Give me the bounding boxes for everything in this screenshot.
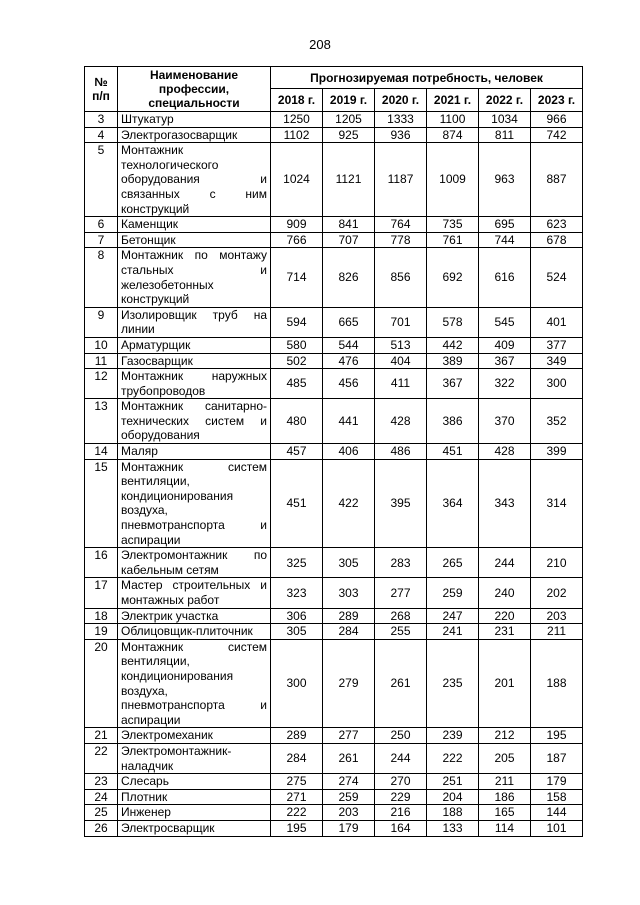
table-row	[85, 743, 583, 773]
demand-value: 714	[271, 248, 323, 307]
demand-value: 1024	[271, 143, 323, 217]
demand-value: 399	[531, 444, 583, 460]
profession-name: Слесарь	[118, 774, 271, 790]
demand-value: 202	[531, 578, 583, 608]
demand-value: 428	[479, 444, 531, 460]
row-number: 19	[85, 624, 118, 640]
demand-value: 841	[323, 217, 375, 233]
demand-value: 322	[479, 369, 531, 399]
row-number: 8	[85, 248, 118, 307]
demand-value: 502	[271, 353, 323, 369]
demand-value: 164	[375, 820, 427, 836]
header-number: № п/п	[85, 67, 118, 112]
demand-value: 195	[271, 820, 323, 836]
demand-table	[84, 66, 583, 837]
demand-value: 305	[323, 548, 375, 578]
demand-value: 545	[479, 307, 531, 337]
demand-value: 187	[531, 743, 583, 773]
table-row	[85, 127, 583, 143]
table-row	[85, 459, 583, 548]
row-number: 6	[85, 217, 118, 233]
demand-value: 936	[375, 127, 427, 143]
demand-value: 695	[479, 217, 531, 233]
demand-value: 451	[427, 444, 479, 460]
demand-value: 239	[427, 728, 479, 744]
demand-value: 744	[479, 232, 531, 248]
demand-value: 811	[479, 127, 531, 143]
demand-value: 133	[427, 820, 479, 836]
header-year: 2020 г.	[375, 89, 427, 112]
table-row	[85, 399, 583, 444]
demand-value: 259	[427, 578, 479, 608]
row-number: 22	[85, 743, 118, 773]
table-row	[85, 624, 583, 640]
demand-value: 235	[427, 639, 479, 728]
demand-value: 401	[531, 307, 583, 337]
header-year: 2023 г.	[531, 89, 583, 112]
row-number: 7	[85, 232, 118, 248]
demand-value: 623	[531, 217, 583, 233]
demand-value: 665	[323, 307, 375, 337]
profession-name: Изолировщик труб на линии	[118, 307, 271, 337]
demand-value: 707	[323, 232, 375, 248]
demand-value: 761	[427, 232, 479, 248]
demand-value: 395	[375, 459, 427, 548]
demand-value: 205	[479, 743, 531, 773]
demand-value: 457	[271, 444, 323, 460]
profession-name: Бетонщик	[118, 232, 271, 248]
demand-value: 188	[427, 805, 479, 821]
demand-value: 349	[531, 353, 583, 369]
demand-value: 428	[375, 399, 427, 444]
demand-value: 778	[375, 232, 427, 248]
profession-name: Плотник	[118, 789, 271, 805]
demand-value: 692	[427, 248, 479, 307]
row-number: 21	[85, 728, 118, 744]
demand-value: 158	[531, 789, 583, 805]
profession-name: Каменщик	[118, 217, 271, 233]
table-body	[85, 112, 583, 837]
demand-value: 352	[531, 399, 583, 444]
row-number: 11	[85, 353, 118, 369]
demand-value: 244	[479, 548, 531, 578]
demand-value: 367	[479, 353, 531, 369]
row-number: 18	[85, 608, 118, 624]
row-number: 10	[85, 337, 118, 353]
row-number: 26	[85, 820, 118, 836]
demand-value: 255	[375, 624, 427, 640]
demand-value: 179	[323, 820, 375, 836]
demand-value: 616	[479, 248, 531, 307]
demand-value: 963	[479, 143, 531, 217]
demand-value: 244	[375, 743, 427, 773]
demand-value: 271	[271, 789, 323, 805]
row-number: 4	[85, 127, 118, 143]
demand-value: 1121	[323, 143, 375, 217]
demand-value: 229	[375, 789, 427, 805]
demand-value: 1034	[479, 112, 531, 128]
demand-value: 277	[375, 578, 427, 608]
row-number: 15	[85, 459, 118, 548]
demand-value: 284	[323, 624, 375, 640]
page-number: 208	[309, 37, 331, 52]
demand-value: 259	[323, 789, 375, 805]
row-number: 5	[85, 143, 118, 217]
demand-value: 701	[375, 307, 427, 337]
profession-name: Электромонтажник-наладчик	[118, 743, 271, 773]
table-row	[85, 789, 583, 805]
row-number: 20	[85, 639, 118, 728]
row-number: 14	[85, 444, 118, 460]
demand-value: 451	[271, 459, 323, 548]
table-row	[85, 217, 583, 233]
demand-value: 826	[323, 248, 375, 307]
profession-name: Монтажник технологического оборудования и связанных с ним конструкций	[118, 143, 271, 217]
demand-value: 216	[375, 805, 427, 821]
row-number: 16	[85, 548, 118, 578]
table-row	[85, 820, 583, 836]
table-row	[85, 639, 583, 728]
demand-value: 251	[427, 774, 479, 790]
row-number: 9	[85, 307, 118, 337]
table-row	[85, 143, 583, 217]
row-number: 25	[85, 805, 118, 821]
demand-value: 300	[271, 639, 323, 728]
demand-value: 909	[271, 217, 323, 233]
demand-value: 240	[479, 578, 531, 608]
demand-value: 386	[427, 399, 479, 444]
table-row	[85, 307, 583, 337]
demand-value: 404	[375, 353, 427, 369]
demand-value: 966	[531, 112, 583, 128]
demand-value: 201	[479, 639, 531, 728]
demand-value: 764	[375, 217, 427, 233]
demand-value: 513	[375, 337, 427, 353]
demand-value: 179	[531, 774, 583, 790]
table-row	[85, 728, 583, 744]
demand-value: 578	[427, 307, 479, 337]
demand-value: 261	[375, 639, 427, 728]
table-row	[85, 805, 583, 821]
demand-value: 222	[271, 805, 323, 821]
demand-value: 678	[531, 232, 583, 248]
profession-name: Монтажник по монтажу стальных и железобетонных конструкций	[118, 248, 271, 307]
demand-value: 268	[375, 608, 427, 624]
demand-value: 323	[271, 578, 323, 608]
demand-value: 241	[427, 624, 479, 640]
demand-value: 1250	[271, 112, 323, 128]
profession-name: Маляр	[118, 444, 271, 460]
demand-value: 250	[375, 728, 427, 744]
demand-value: 1187	[375, 143, 427, 217]
demand-value: 480	[271, 399, 323, 444]
demand-value: 231	[479, 624, 531, 640]
demand-value: 1009	[427, 143, 479, 217]
demand-value: 1102	[271, 127, 323, 143]
profession-name: Электромонтажник по кабельным сетям	[118, 548, 271, 578]
profession-name: Монтажник систем вентиляции, кондиционирования воздуха, пневмотранспорта и аспирации	[118, 459, 271, 548]
table-row	[85, 232, 583, 248]
demand-value: 742	[531, 127, 583, 143]
demand-value: 476	[323, 353, 375, 369]
profession-name: Мастер строительных и монтажных работ	[118, 578, 271, 608]
demand-value: 442	[427, 337, 479, 353]
demand-value: 1100	[427, 112, 479, 128]
demand-value: 485	[271, 369, 323, 399]
table-row	[85, 608, 583, 624]
demand-value: 277	[323, 728, 375, 744]
demand-value: 1333	[375, 112, 427, 128]
demand-value: 220	[479, 608, 531, 624]
demand-value: 367	[427, 369, 479, 399]
demand-value: 389	[427, 353, 479, 369]
table-row	[85, 248, 583, 307]
row-number: 24	[85, 789, 118, 805]
profession-name: Электромеханик	[118, 728, 271, 744]
demand-value: 314	[531, 459, 583, 548]
demand-value: 261	[323, 743, 375, 773]
header-year: 2018 г.	[271, 89, 323, 112]
row-number: 17	[85, 578, 118, 608]
row-number: 3	[85, 112, 118, 128]
row-number: 12	[85, 369, 118, 399]
table-row	[85, 444, 583, 460]
profession-name: Электрогазосварщик	[118, 127, 271, 143]
header-profession: Наименование профессии, специальности	[118, 67, 271, 112]
profession-name: Газосварщик	[118, 353, 271, 369]
demand-value: 409	[479, 337, 531, 353]
table-row	[85, 548, 583, 578]
table-row	[85, 774, 583, 790]
header-year: 2021 г.	[427, 89, 479, 112]
profession-name: Штукатур	[118, 112, 271, 128]
demand-value: 203	[323, 805, 375, 821]
profession-name: Монтажник санитарно-технических систем и оборудования	[118, 399, 271, 444]
table-row	[85, 337, 583, 353]
row-number: 13	[85, 399, 118, 444]
demand-value: 101	[531, 820, 583, 836]
demand-value: 275	[271, 774, 323, 790]
demand-value: 279	[323, 639, 375, 728]
profession-name: Электросварщик	[118, 820, 271, 836]
header-year: 2019 г.	[323, 89, 375, 112]
demand-value: 300	[531, 369, 583, 399]
profession-name: Монтажник наружных трубопроводов	[118, 369, 271, 399]
demand-value: 306	[271, 608, 323, 624]
row-number: 23	[85, 774, 118, 790]
demand-value: 580	[271, 337, 323, 353]
demand-value: 247	[427, 608, 479, 624]
profession-name: Инженер	[118, 805, 271, 821]
demand-value: 456	[323, 369, 375, 399]
demand-value: 486	[375, 444, 427, 460]
demand-value: 422	[323, 459, 375, 548]
demand-value: 210	[531, 548, 583, 578]
demand-value: 735	[427, 217, 479, 233]
demand-value: 305	[271, 624, 323, 640]
demand-value: 874	[427, 127, 479, 143]
profession-name: Электрик участка	[118, 608, 271, 624]
demand-value: 370	[479, 399, 531, 444]
demand-value: 203	[531, 608, 583, 624]
demand-value: 144	[531, 805, 583, 821]
table-row	[85, 578, 583, 608]
header-demand-group: Прогнозируемая потребность, человек	[271, 67, 583, 89]
header-year: 2022 г.	[479, 89, 531, 112]
demand-value: 195	[531, 728, 583, 744]
demand-value: 766	[271, 232, 323, 248]
profession-name: Монтажник систем вентиляции, кондиционирования воздуха, пневмотранспорта и аспирации	[118, 639, 271, 728]
demand-value: 925	[323, 127, 375, 143]
table-row	[85, 369, 583, 399]
demand-value: 364	[427, 459, 479, 548]
demand-value: 343	[479, 459, 531, 548]
demand-value: 211	[531, 624, 583, 640]
demand-value: 186	[479, 789, 531, 805]
profession-name: Арматурщик	[118, 337, 271, 353]
demand-value: 289	[323, 608, 375, 624]
profession-name: Облицовщик-плиточник	[118, 624, 271, 640]
demand-value: 165	[479, 805, 531, 821]
demand-value: 270	[375, 774, 427, 790]
demand-value: 377	[531, 337, 583, 353]
demand-value: 222	[427, 743, 479, 773]
demand-value: 283	[375, 548, 427, 578]
demand-value: 212	[479, 728, 531, 744]
demand-value: 325	[271, 548, 323, 578]
demand-value: 204	[427, 789, 479, 805]
demand-value: 887	[531, 143, 583, 217]
demand-value: 594	[271, 307, 323, 337]
demand-value: 544	[323, 337, 375, 353]
demand-value: 856	[375, 248, 427, 307]
table-row	[85, 112, 583, 128]
demand-value: 265	[427, 548, 479, 578]
demand-value: 114	[479, 820, 531, 836]
demand-value: 406	[323, 444, 375, 460]
demand-value: 289	[271, 728, 323, 744]
demand-value: 524	[531, 248, 583, 307]
table-row	[85, 353, 583, 369]
demand-value: 188	[531, 639, 583, 728]
demand-value: 211	[479, 774, 531, 790]
demand-value: 303	[323, 578, 375, 608]
demand-value: 1205	[323, 112, 375, 128]
demand-value: 284	[271, 743, 323, 773]
demand-value: 411	[375, 369, 427, 399]
demand-value: 274	[323, 774, 375, 790]
demand-value: 441	[323, 399, 375, 444]
